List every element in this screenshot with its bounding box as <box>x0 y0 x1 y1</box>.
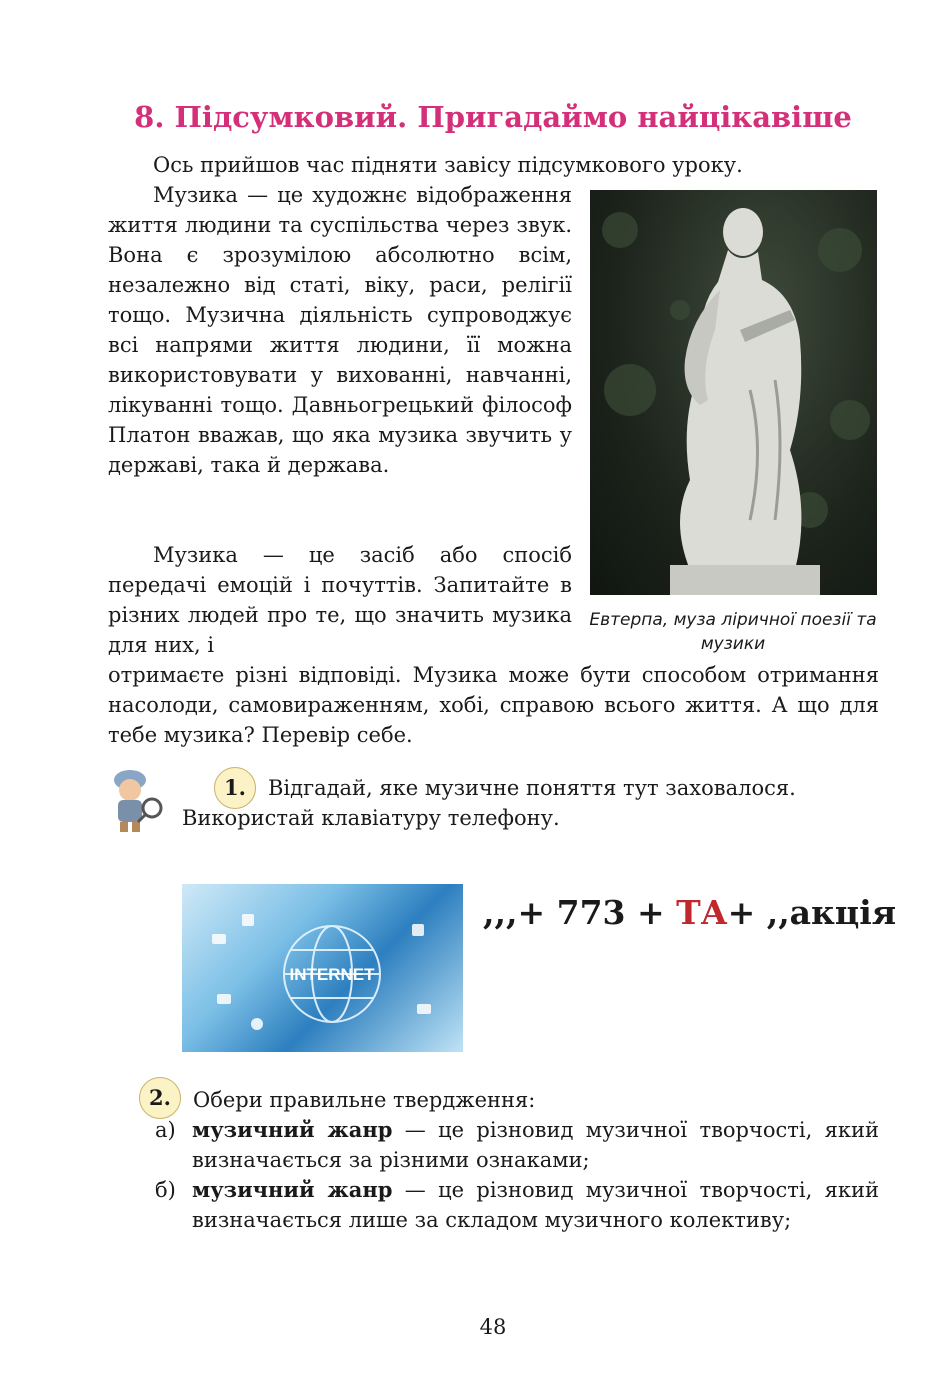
option-a-text: — це різновид музичної творчості, який визначається за різними ознаками; <box>192 1118 879 1172</box>
paragraph-music-definition: Музика — це художнє відображення життя людини та суспільства через звук. Вона є зрозумілою абсолютно всім, незалежно від статі, віку, раси, релігії тощо. Музична діяльність супроводжує всі напрями життя людини, її можна використовувати у вихованні, навчанні, лікуванні тощо. Давньогрецький філософ Платон вважав, що яка музика звучить у державі, така й держава. <box>108 183 572 477</box>
statue-illustration <box>590 190 877 595</box>
detective-icon <box>104 762 164 834</box>
option-b-text: — це різновид музичної творчості, який визначається лише за складом музичного колективу; <box>192 1178 879 1232</box>
puzzle-part1: ,,,+ 773 + <box>483 893 677 932</box>
task-2-text: Обери правильне твердження: <box>193 1088 536 1112</box>
phone-keypad-puzzle <box>483 893 896 932</box>
page-number: 48 <box>479 1315 507 1339</box>
task-1-text-line2: Використай клавіатуру телефону. <box>182 806 560 830</box>
puzzle-part2: + ,,акція <box>727 893 897 932</box>
option-a-term: музичний жанр <box>192 1117 393 1142</box>
paragraph-music-emotions-continued: отримаєте різні відповіді. Музика може бути способом отримання насолоди, самовираженням, хобі, справою всього життя. А що для тебе музика? Перевір себе. <box>108 663 879 747</box>
task-1-text-line1: Відгадай, яке музичне поняття тут заховалося. <box>268 776 796 800</box>
option-b-letter: б) <box>155 1178 176 1202</box>
task-1-number: 1. <box>214 767 256 809</box>
lesson-title: 8. Підсумковий. Пригадаймо найцікавіше <box>134 100 852 134</box>
intro-paragraph: Ось прийшов час підняти завісу підсумкового уроку. <box>153 153 743 177</box>
euterpe-statue-photo <box>590 190 877 595</box>
statue-caption: Евтерпа, муза ліричної поезії та музики <box>589 610 877 654</box>
option-b <box>155 1175 879 1265</box>
internet-image <box>182 884 463 1052</box>
option-a <box>155 1115 879 1175</box>
puzzle-red-part: ТА <box>676 893 728 932</box>
option-b-term: музичний жанр <box>192 1177 393 1202</box>
task-2-number: 2. <box>139 1077 181 1119</box>
internet-label: INTERNET <box>289 965 375 984</box>
option-a-letter: а) <box>155 1118 176 1142</box>
paragraph-music-emotions: Музика — це засіб або спосіб передачі емоцій і почуттів. Запитайте в різних людей про те, що значить музика для них, і <box>108 543 572 657</box>
